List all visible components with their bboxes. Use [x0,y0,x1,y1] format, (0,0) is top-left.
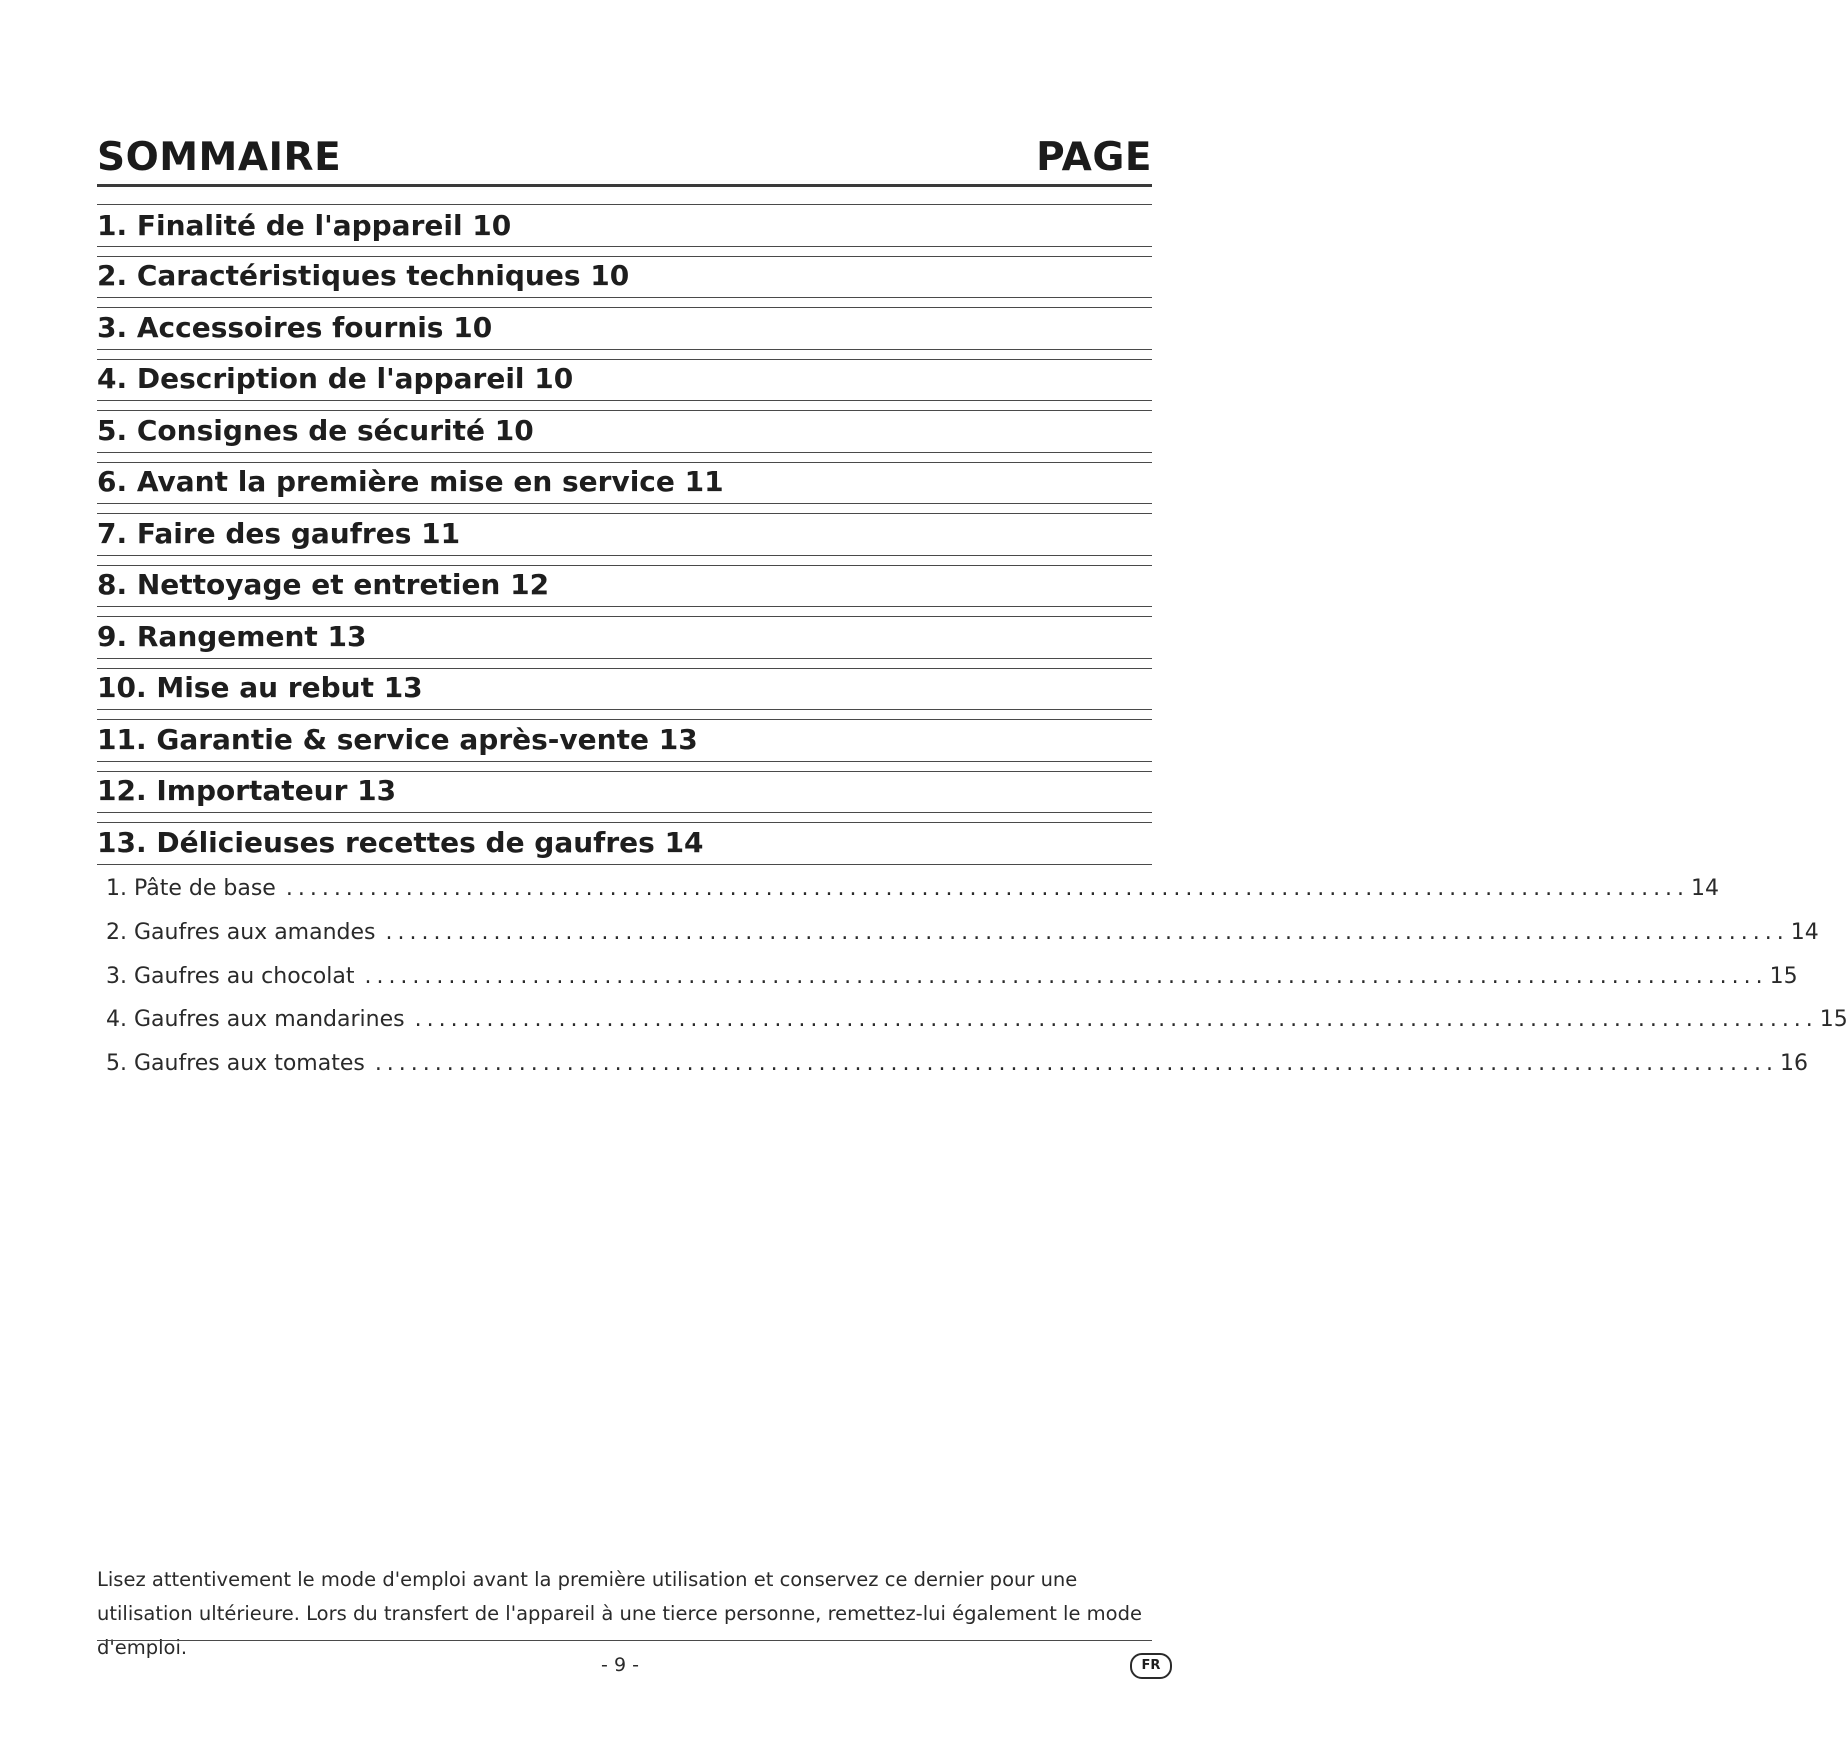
toc-entry[interactable]: 2. Caractéristiques techniques 10 [97,259,630,292]
divider [97,349,1152,350]
toc-entry[interactable]: 8. Nettoyage et entretien 12 [97,568,550,601]
toc-header [97,128,1152,187]
recipe-entry[interactable] [106,961,1798,993]
divider [97,555,1152,556]
recipe-entry[interactable] [106,873,1720,905]
recipe-page: 14 [1691,876,1720,901]
divider [97,452,1152,453]
divider [97,864,1152,865]
toc-entry[interactable]: 13. Délicieuses recettes de gaufres 14 [97,826,704,859]
toc-entry[interactable]: 1. Finalité de l'appareil 10 [97,209,512,242]
divider [97,709,1152,710]
toc-entry[interactable]: 6. Avant la première mise en service 11 [97,465,724,498]
page-column-title: PAGE [1036,135,1152,180]
divider [97,204,1152,205]
toc-entry[interactable]: 3. Accessoires fournis 10 [97,311,493,344]
page-number: - 9 - [601,1654,639,1676]
recipe-page: 15 [1769,964,1798,989]
toc-entry[interactable]: 4. Description de l'appareil 10 [97,362,574,395]
recipe-entry[interactable] [106,1048,1809,1080]
recipe-entry[interactable] [106,1004,1848,1036]
divider [97,297,1152,298]
toc-title: SOMMAIRE [97,135,342,180]
leader-dots: ..................................................................................................................... [364,964,1768,989]
language-badge: FR [1130,1653,1172,1679]
recipe-label: 4. Gaufres aux mandarines [106,1007,405,1032]
toc-entry[interactable]: 7. Faire des gaufres 11 [97,517,461,550]
footer-divider [97,1640,1152,1641]
leader-dots: ..................................................................................................................... [385,920,1789,945]
divider [97,503,1152,504]
recipe-entry[interactable] [106,917,1819,949]
recipe-page: 16 [1780,1051,1809,1076]
leader-dots: ..................................................................................................................... [414,1007,1818,1032]
toc-entry[interactable]: 9. Rangement 13 [97,620,367,653]
divider [97,761,1152,762]
divider [97,606,1152,607]
toc-entry[interactable]: 11. Garantie & service après-vente 13 [97,723,698,756]
recipe-page: 14 [1790,920,1819,945]
divider [97,400,1152,401]
leader-dots: ..................................................................................................................... [374,1051,1779,1076]
divider [97,812,1152,813]
toc-entry[interactable]: 12. Importateur 13 [97,774,397,807]
recipe-label: 2. Gaufres aux amandes [106,920,376,945]
toc-entry[interactable]: 10. Mise au rebut 13 [97,671,423,704]
divider [97,246,1152,247]
divider [97,658,1152,659]
usage-note: Lisez attentivement le mode d'emploi avant la première utilisation et conservez ce dernier pour une utilisation ultérieure. Lors du transfert de l'appareil à une tierce personne, remettez-lui également le mode d'emploi. [97,1568,1142,1659]
recipe-page: 15 [1819,1007,1848,1032]
recipe-label: 1. Pâte de base [106,876,276,901]
leader-dots: ..................................................................................................................... [285,876,1690,901]
toc-entry[interactable]: 5. Consignes de sécurité 10 [97,414,534,447]
recipe-label: 5. Gaufres aux tomates [106,1051,365,1076]
recipe-label: 3. Gaufres au chocolat [106,964,355,989]
